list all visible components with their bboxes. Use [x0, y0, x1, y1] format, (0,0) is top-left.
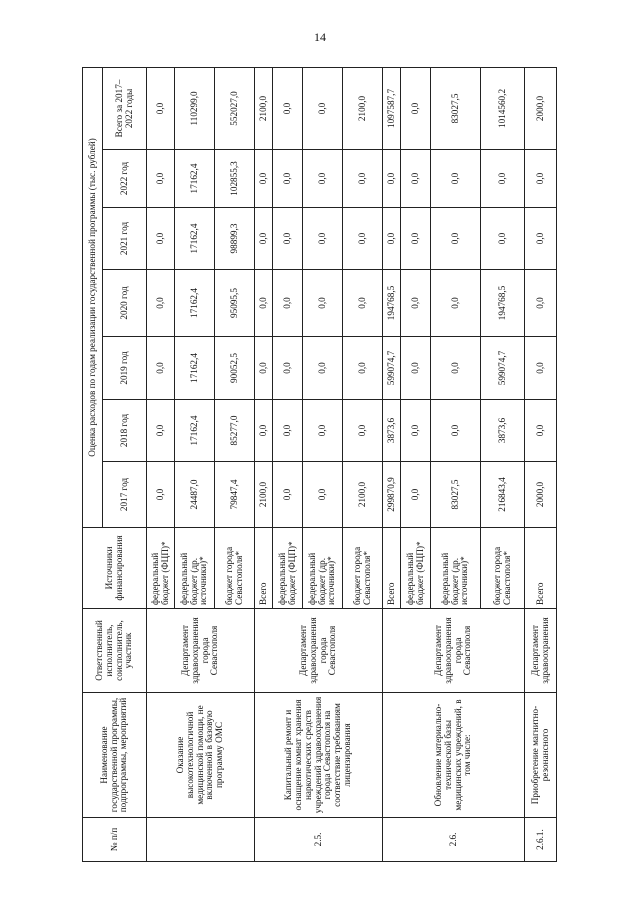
value-year: 0,0 — [401, 270, 431, 337]
value-year: 0,0 — [255, 150, 273, 208]
table-row — [525, 67, 557, 861]
value-year: 17162,4 — [175, 150, 215, 208]
value-year: 0,0 — [401, 150, 431, 208]
value-year: 0,0 — [401, 208, 431, 270]
value-year: 0,0 — [147, 150, 175, 208]
row-number: 2.5. — [255, 818, 383, 862]
funding-source: федеральный бюджет (ФЦП)* — [273, 528, 303, 609]
activity-name: Обновление материально-технической базы медицинских учреждений, в том числе: — [383, 693, 525, 818]
value-year: 0,0 — [343, 270, 383, 337]
value-year: 0,0 — [431, 150, 481, 208]
header-num: № п/п — [83, 818, 147, 862]
value-year: 0,0 — [273, 462, 303, 528]
table-body — [83, 67, 557, 861]
value-year: 0,0 — [525, 400, 557, 462]
page-number: 14 — [314, 30, 326, 44]
value-year: 0,0 — [383, 208, 401, 270]
value-year: 0,0 — [343, 208, 383, 270]
header-year: 2020 год — [103, 270, 147, 337]
value-year: 194768,5 — [383, 270, 401, 337]
funding-source: Всего — [255, 528, 273, 609]
value-year: 0,0 — [255, 270, 273, 337]
value-total: 0,0 — [147, 67, 175, 149]
value-total: 83027,5 — [431, 67, 481, 149]
value-year: 0,0 — [343, 150, 383, 208]
value-year: 0,0 — [525, 150, 557, 208]
value-year: 90052,5 — [215, 337, 255, 400]
value-year: 0,0 — [273, 208, 303, 270]
value-total: 552027,0 — [215, 67, 255, 149]
value-year: 0,0 — [401, 462, 431, 528]
header-executor: Ответственный исполнитель, соисполнитель, участник — [83, 609, 147, 693]
row-number — [147, 818, 255, 862]
funding-source: федеральный бюджет (ФЦП)* — [147, 528, 175, 609]
header-name: Наименование государственной программы, подпрограммы, мероприятий — [83, 693, 147, 818]
value-year: 0,0 — [481, 150, 525, 208]
value-year: 0,0 — [525, 208, 557, 270]
value-year: 0,0 — [147, 337, 175, 400]
value-year: 0,0 — [431, 270, 481, 337]
header-source: Источники финансирования — [83, 528, 147, 609]
value-year: 98899,3 — [215, 208, 255, 270]
value-total: 1097587,7 — [383, 67, 401, 149]
activity-name: Приобретение магнитно-резонансного — [525, 693, 557, 818]
executor: Департамент здравоохранения города Севастополя — [147, 609, 255, 693]
header-year: 2018 год — [103, 400, 147, 462]
funding-source: Всего — [525, 528, 557, 609]
activity-name: Капитальный ремонт и оснащение комнат хранения наркотических средств учреждений здравоохранения города Севастополя на соответствие требованиям лицензирования — [255, 693, 383, 818]
value-year: 599074,7 — [383, 337, 401, 400]
value-year: 0,0 — [303, 270, 343, 337]
funding-source: Всего — [383, 528, 401, 609]
value-year: 0,0 — [255, 208, 273, 270]
value-year: 0,0 — [525, 270, 557, 337]
value-year: 3873,6 — [481, 400, 525, 462]
header-row-top — [83, 67, 103, 861]
funding-source: бюджет города Севастополя* — [481, 528, 525, 609]
value-year: 0,0 — [303, 462, 343, 528]
row-number: 2.6.1. — [525, 818, 557, 862]
value-year: 0,0 — [303, 400, 343, 462]
value-year: 0,0 — [525, 337, 557, 400]
value-year: 95095,5 — [215, 270, 255, 337]
header-year-total: Всего за 2017–2022 годы — [103, 67, 147, 149]
value-year: 17162,4 — [175, 208, 215, 270]
value-year: 79847,4 — [215, 462, 255, 528]
header-year: 2019 год — [103, 337, 147, 400]
value-total: 0,0 — [273, 67, 303, 149]
value-total: 0,0 — [401, 67, 431, 149]
value-year: 85277,0 — [215, 400, 255, 462]
value-year: 216843,4 — [481, 462, 525, 528]
value-year: 0,0 — [431, 400, 481, 462]
table-row — [255, 67, 273, 861]
funding-source: бюджет города Севастополя* — [343, 528, 383, 609]
value-year: 17162,4 — [175, 337, 215, 400]
value-total: 2100,0 — [255, 67, 273, 149]
value-year: 194768,5 — [481, 270, 525, 337]
value-year: 17162,4 — [175, 400, 215, 462]
value-year: 0,0 — [401, 337, 431, 400]
funding-source: федеральный бюджет (ФЦП)* — [401, 528, 431, 609]
value-year: 0,0 — [401, 400, 431, 462]
value-year: 24487,0 — [175, 462, 215, 528]
activity-name: Оказание высокотехнологичной медицинской помощи, не включенной в базовую программу ОМС — [147, 693, 255, 818]
value-year: 0,0 — [273, 400, 303, 462]
value-total: 2000,0 — [525, 67, 557, 149]
value-year: 102855,3 — [215, 150, 255, 208]
table-row — [147, 67, 175, 861]
value-year: 0,0 — [383, 150, 401, 208]
value-year: 0,0 — [147, 208, 175, 270]
value-total: 110299,0 — [175, 67, 215, 149]
executor: Департамент здравоохранения города Севастополя — [383, 609, 525, 693]
executor: Департамент здравоохранения — [525, 609, 557, 693]
value-year: 599074,7 — [481, 337, 525, 400]
value-year: 0,0 — [255, 337, 273, 400]
value-year: 0,0 — [273, 270, 303, 337]
value-year: 0,0 — [147, 400, 175, 462]
funding-source: федеральный бюджет (др. источники)* — [303, 528, 343, 609]
value-year: 3873,6 — [383, 400, 401, 462]
value-year: 0,0 — [343, 337, 383, 400]
executor: Департамент здравоохранения города Севастополя — [255, 609, 383, 693]
value-year: 83027,5 — [431, 462, 481, 528]
rotated-table-container — [82, 68, 556, 862]
value-total: 1014560,2 — [481, 67, 525, 149]
header-year: 2021 год — [103, 208, 147, 270]
value-year: 17162,4 — [175, 270, 215, 337]
value-total: 0,0 — [303, 67, 343, 149]
value-year: 299870,9 — [383, 462, 401, 528]
value-year: 0,0 — [431, 337, 481, 400]
row-number: 2.6. — [383, 818, 525, 862]
funding-source: федеральный бюджет (др. источники)* — [175, 528, 215, 609]
funding-source: федеральный бюджет (др. источники)* — [431, 528, 481, 609]
table-row — [383, 67, 401, 861]
header-year: 2017 год — [103, 462, 147, 528]
value-year: 0,0 — [303, 150, 343, 208]
value-year: 0,0 — [147, 270, 175, 337]
value-year: 0,0 — [303, 208, 343, 270]
value-year: 2100,0 — [255, 462, 273, 528]
value-year: 2100,0 — [343, 462, 383, 528]
value-year: 0,0 — [303, 337, 343, 400]
value-year: 0,0 — [481, 208, 525, 270]
header-estimate: Оценка расходов по годам реализации государственной программы (тыс. рублей) — [83, 67, 103, 527]
value-year: 0,0 — [273, 337, 303, 400]
value-year: 0,0 — [343, 400, 383, 462]
value-year: 2000,0 — [525, 462, 557, 528]
header-year: 2022 год — [103, 150, 147, 208]
value-year: 0,0 — [255, 400, 273, 462]
budget-table — [82, 67, 557, 862]
value-year: 0,0 — [147, 462, 175, 528]
value-year: 0,0 — [273, 150, 303, 208]
value-year: 0,0 — [431, 208, 481, 270]
funding-source: бюджет города Севастополя* — [215, 528, 255, 609]
value-total: 2100,0 — [343, 67, 383, 149]
